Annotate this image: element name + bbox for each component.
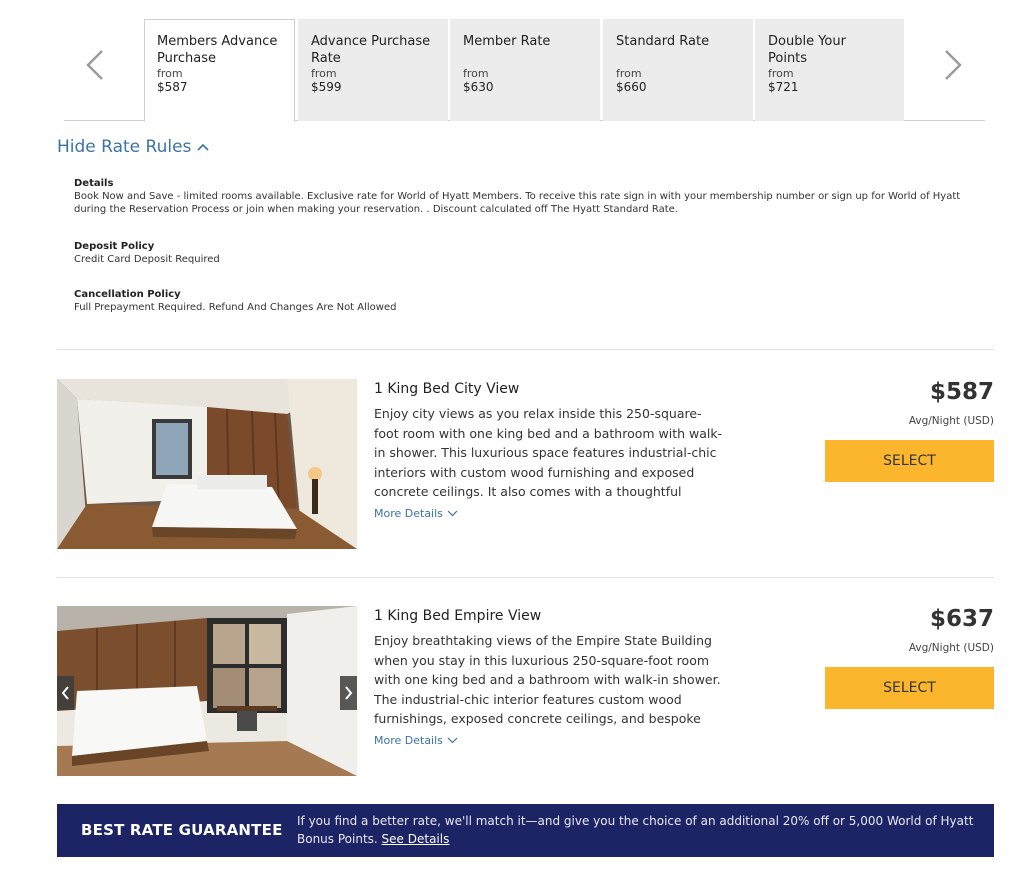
room-name: 1 King Bed City View [374, 381, 520, 397]
room-description: Enjoy breathtaking views of the Empire State Building when you stay in this luxurious 250-square-foot room with one king bed and a bathroom with walk-in shower. The industrial-chic interior features custom wood furnishings, exposed concrete ceilings, and bespoke [374, 633, 721, 726]
rate-tab-price: $721 [768, 80, 799, 94]
rate-tab-members-advance-purchase[interactable] [144, 19, 295, 122]
banner-text [297, 812, 977, 848]
photo-next-button[interactable] [340, 676, 357, 710]
room-price: $637 [929, 606, 994, 632]
divider [57, 349, 994, 350]
rate-tab-name: Members Advance Purchase [157, 34, 278, 66]
chevron-right-icon[interactable] [933, 45, 973, 85]
more-details-label: More Details [374, 507, 443, 520]
rule-cancellation-text: Full Prepayment Required. Refund And Changes Are Not Allowed [74, 302, 397, 313]
banner-title: BEST RATE GUARANTEE [81, 821, 283, 839]
divider [57, 577, 994, 578]
room-card-empire-view [57, 606, 994, 776]
more-details-label: More Details [374, 734, 443, 747]
room-name: 1 King Bed Empire View [374, 608, 542, 624]
rate-tab-double-your-points[interactable] [755, 19, 904, 121]
chevron-right-icon [344, 685, 353, 701]
chevron-left-icon [61, 685, 70, 701]
hide-rate-rules-toggle[interactable] [57, 137, 209, 157]
room-photo[interactable] [57, 379, 357, 549]
room-description: Enjoy city views as you relax inside this 250-square-foot room with one king bed and a bathroom with walk-in shower. This luxurious space features industrial-chic interiors with custom wood furnishing and exposed concrete ceilings. It also comes with a thoughtful [374, 406, 723, 499]
rate-tab-advance-purchase[interactable] [298, 19, 448, 121]
see-details-link[interactable]: See Details [381, 832, 450, 846]
rule-deposit-text: Credit Card Deposit Required [74, 254, 220, 265]
chevron-up-icon [197, 143, 209, 151]
rate-tab-from: from [463, 67, 489, 80]
rate-tab-price: $599 [311, 80, 342, 94]
room-price-unit: Avg/Night (USD) [908, 642, 994, 654]
more-details-link[interactable] [374, 507, 458, 520]
rule-details [74, 177, 984, 216]
rate-tabs [64, 19, 985, 121]
rate-tab-price: $587 [157, 80, 188, 94]
rate-tab-price: $630 [463, 80, 494, 94]
select-button[interactable]: SELECT [825, 667, 994, 709]
rate-tab-name: Advance Purchase Rate [311, 34, 431, 66]
room-price: $587 [929, 379, 994, 405]
rate-tab-member-rate[interactable] [450, 19, 600, 121]
rule-deposit [74, 240, 984, 266]
rule-cancellation [74, 288, 984, 314]
rate-tab-from: from [768, 67, 794, 80]
rate-tab-name: Double Your Points [768, 34, 846, 66]
chevron-down-icon [447, 737, 458, 744]
chevron-down-icon [447, 510, 458, 517]
room-card-city-view [57, 379, 994, 549]
rule-cancellation-title: Cancellation Policy [74, 289, 181, 300]
banner-message: If you find a better rate, we'll match it—and give you the choice of an additional 20% off or 5,000 World of Hyatt Bonus Points. [297, 814, 974, 846]
hide-rate-rules-label: Hide Rate Rules [57, 137, 192, 157]
room-photo[interactable] [57, 606, 357, 776]
rule-details-title: Details [74, 178, 114, 189]
select-button[interactable]: SELECT [825, 440, 994, 482]
rate-tab-price: $660 [616, 80, 647, 94]
rate-tab-from: from [157, 67, 183, 80]
more-details-link[interactable] [374, 734, 458, 747]
photo-prev-button[interactable] [57, 676, 74, 710]
rule-deposit-title: Deposit Policy [74, 241, 155, 252]
rate-tab-standard-rate[interactable] [603, 19, 753, 121]
rate-tab-name: Standard Rate [616, 34, 710, 49]
best-rate-guarantee-banner [57, 804, 994, 857]
rate-tab-from: from [311, 67, 337, 80]
rule-details-text: Book Now and Save - limited rooms available. Exclusive rate for World of Hyatt Members. To receive this rate sign in with your membership number or sign up for World of Hyatt during the Reservation Process or join when making your reservation. . Discount calculated off The Hyatt Standard Rate. [74, 191, 961, 215]
chevron-left-icon[interactable] [75, 45, 115, 85]
room-price-unit: Avg/Night (USD) [908, 415, 994, 427]
rate-tab-name: Member Rate [463, 34, 551, 49]
rate-tab-from: from [616, 67, 642, 80]
